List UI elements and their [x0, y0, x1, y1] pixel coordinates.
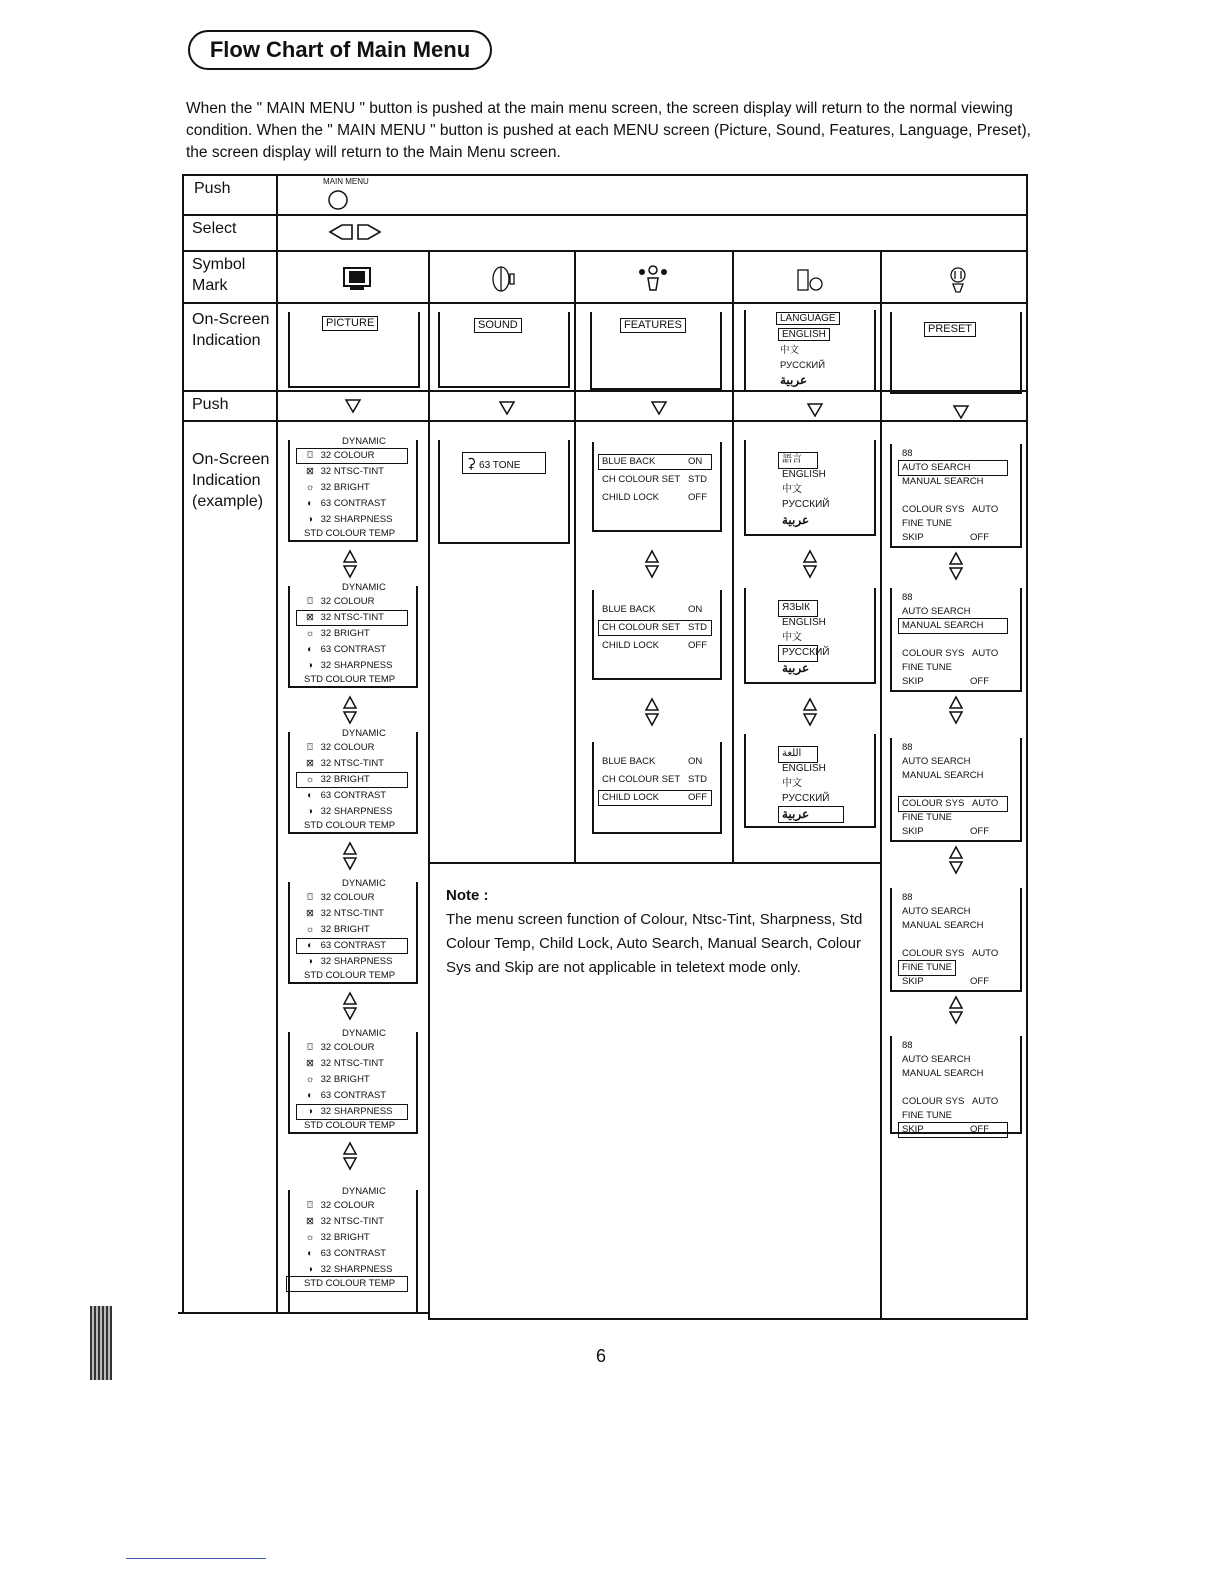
picture-item-label: 32 COLOUR [320, 450, 375, 461]
circle-button-icon [326, 188, 350, 212]
language-item: عربية [782, 807, 810, 821]
preset-item-label: FINE TUNE [902, 962, 952, 973]
picture-item: ⊠ 32 NTSC-TINT [306, 1216, 384, 1227]
selection-frame [296, 1104, 408, 1120]
language-item: РУССКИЙ [782, 647, 830, 658]
picture-item-label: 32 COLOUR [320, 1042, 375, 1053]
features-item-value: STD [688, 774, 707, 785]
features-item-label: BLUE BACK [602, 756, 656, 767]
up-down-arrows-icon [946, 550, 966, 585]
up-down-arrows-icon [340, 548, 360, 583]
picture-item: ⊠ 32 NTSC-TINT [306, 758, 384, 769]
picture-item: ⌼ 32 COLOUR [307, 1200, 375, 1211]
preset-icon [944, 264, 972, 296]
preset-item-label: COLOUR SYS [902, 948, 965, 959]
picture-item-label: 63 CONTRAST [320, 498, 387, 509]
picture-item: ◐ 63 CONTRAST [307, 1090, 387, 1101]
preset-item-label: FINE TUNE [902, 518, 952, 529]
features-item-label: CH COLOUR SET [602, 474, 681, 485]
picture-item-label: 32 SHARPNESS [320, 1106, 393, 1117]
picture-item: ⌼ 32 COLOUR [307, 892, 375, 903]
picture-item: ◑ 32 SHARPNESS [307, 1106, 393, 1117]
sound-tone-label: 63 TONE [479, 460, 521, 471]
down-arrow-icon [498, 400, 516, 416]
preset-item-label: AUTO SEARCH [902, 606, 971, 617]
selection-frame [898, 618, 1008, 634]
language-item: 語言 [782, 454, 802, 465]
preset-item-label: 88 [902, 448, 913, 459]
up-down-arrows-icon [642, 696, 662, 731]
selection-frame [296, 610, 408, 626]
picture-item-label: 32 SHARPNESS [320, 514, 393, 525]
preset-item-value: OFF [970, 1124, 989, 1135]
preset-item-label: MANUAL SEARCH [902, 920, 984, 931]
up-down-arrows-icon [800, 548, 820, 583]
preset-item-label: SKIP [902, 976, 924, 987]
picture-item-label: 63 CONTRAST [320, 644, 387, 655]
down-arrow-icon [650, 400, 668, 416]
picture-item-label: 32 SHARPNESS [320, 1264, 393, 1275]
picture-header: DYNAMIC [342, 878, 386, 889]
preset-item-label: SKIP [902, 826, 924, 837]
picture-item: ◐ 63 CONTRAST [307, 940, 387, 951]
preset-item-label: SKIP [902, 1124, 924, 1135]
language-item: РУССКИЙ [782, 793, 830, 804]
selection-frame [296, 448, 408, 464]
picture-item-label: 32 COLOUR [320, 1200, 375, 1211]
picture-item-label: 32 COLOUR [320, 742, 375, 753]
picture-item: ⌼ 32 COLOUR [307, 450, 375, 461]
main-menu-label: MAIN MENU [323, 177, 369, 186]
preset-item-label: MANUAL SEARCH [902, 476, 984, 487]
note-block [446, 884, 876, 980]
language-item: 中文 [782, 484, 802, 495]
row-label-onscreen-example: On-Screen Indication (example) [192, 451, 270, 510]
picture-item: ⊠ 32 NTSC-TINT [306, 908, 384, 919]
selection-frame [778, 600, 818, 617]
language-icon [794, 266, 826, 296]
picture-header: DYNAMIC [342, 1186, 386, 1197]
features-item-label: CH COLOUR SET [602, 774, 681, 785]
picture-footer: STD COLOUR TEMP [304, 820, 396, 831]
preset-item-label: AUTO SEARCH [902, 906, 971, 917]
up-down-arrows-icon [946, 694, 966, 729]
picture-item: ☼ 32 BRIGHT [305, 1074, 370, 1085]
preset-item-label: FINE TUNE [902, 1110, 952, 1121]
language-item: عربية [782, 513, 810, 527]
features-icon [636, 264, 670, 294]
features-item-value: STD [688, 474, 707, 485]
preset-item-label: COLOUR SYS [902, 504, 965, 515]
picture-item: ⌼ 32 COLOUR [307, 596, 375, 607]
preset-item-label: AUTO SEARCH [902, 756, 971, 767]
selection-frame [898, 1122, 1008, 1138]
picture-item: ⊠ 32 NTSC-TINT [306, 612, 384, 623]
picture-footer: STD COLOUR TEMP [304, 528, 396, 539]
picture-footer: STD COLOUR TEMP [304, 1278, 396, 1289]
preset-item-label: FINE TUNE [902, 812, 952, 823]
row-label-push2: Push [192, 396, 229, 413]
picture-item: ◑ 32 SHARPNESS [307, 660, 393, 671]
preset-item-value: AUTO [972, 948, 999, 959]
picture-item: ◑ 32 SHARPNESS [307, 956, 393, 967]
features-item-value: ON [688, 756, 703, 767]
preset-item-label: AUTO SEARCH [902, 1054, 971, 1065]
intro-paragraph: When the " MAIN MENU " button is pushed at the main menu screen, the screen display will return to the normal viewing condition. When the " MAIN MENU " button is pushed at each MENU screen (Picture, Sound, Features, Language, Preset), the screen display will return to the Main Menu screen. [186, 100, 1031, 161]
language-item: ENGLISH [782, 617, 826, 628]
picture-item-label: 32 NTSC-TINT [320, 908, 384, 919]
features-item-value: ON [688, 604, 703, 615]
preset-item-label: AUTO SEARCH [902, 462, 971, 473]
features-item-value: ON [688, 456, 703, 467]
selection-frame [296, 772, 408, 788]
selection-frame [598, 454, 712, 470]
preset-menu-label: PRESET [924, 322, 976, 337]
features-item-value: STD [688, 622, 707, 633]
picture-item-label: 32 NTSC-TINT [320, 758, 384, 769]
language-item: اللغة [782, 748, 802, 759]
selection-frame [898, 960, 956, 976]
picture-menu-label: PICTURE [322, 316, 378, 331]
features-item-label: CH COLOUR SET [602, 622, 681, 633]
picture-item: ◐ 63 CONTRAST [307, 790, 387, 801]
language-item: ENGLISH [782, 469, 826, 480]
features-item-value: OFF [688, 492, 707, 503]
language-item: عربية [782, 661, 810, 675]
picture-item-label: 32 BRIGHT [320, 924, 370, 935]
picture-item: ⊠ 32 NTSC-TINT [306, 1058, 384, 1069]
picture-item-label: 32 BRIGHT [320, 482, 370, 493]
language-english: ENGLISH [778, 328, 830, 341]
picture-header: DYNAMIC [342, 728, 386, 739]
picture-item-label: 63 CONTRAST [320, 1248, 387, 1259]
sound-icon [488, 264, 518, 294]
features-item-label: CHILD LOCK [602, 640, 660, 651]
picture-item: ◐ 63 CONTRAST [307, 1248, 387, 1259]
preset-item-label: COLOUR SYS [902, 648, 965, 659]
preset-item-label: 88 [902, 892, 913, 903]
picture-header: DYNAMIC [342, 436, 386, 447]
language-item: ЯЗЫК [782, 602, 810, 613]
down-arrow-icon [806, 402, 824, 418]
up-down-arrows-icon [340, 694, 360, 729]
row-label-onscreen: On-Screen Indication [192, 311, 270, 349]
row-label-select: Select [192, 220, 237, 237]
up-down-arrows-icon [946, 994, 966, 1029]
picture-item-label: 32 BRIGHT [320, 774, 370, 785]
picture-footer: STD COLOUR TEMP [304, 970, 396, 981]
language-chinese: 中文 [780, 345, 800, 356]
preset-item-label: 88 [902, 592, 913, 603]
preset-item-value: OFF [970, 976, 989, 987]
up-down-arrows-icon [340, 1140, 360, 1175]
picture-item: ◑ 32 SHARPNESS [307, 1264, 393, 1275]
selection-frame [286, 1276, 408, 1292]
picture-item: ☼ 32 BRIGHT [305, 1232, 370, 1243]
features-item-value: OFF [688, 792, 707, 803]
up-down-arrows-icon [340, 840, 360, 875]
picture-item-label: 32 BRIGHT [320, 628, 370, 639]
picture-item: ☼ 32 BRIGHT [305, 774, 370, 785]
preset-item-label: MANUAL SEARCH [902, 620, 984, 631]
picture-item: ◐ 63 CONTRAST [307, 498, 387, 509]
preset-item-value: OFF [970, 532, 989, 543]
features-item-label: CHILD LOCK [602, 492, 660, 503]
preset-item-label: FINE TUNE [902, 662, 952, 673]
row-label-symbol: Symbol Mark [192, 256, 246, 294]
footer-rule [126, 1558, 266, 1559]
preset-item-label: MANUAL SEARCH [902, 1068, 984, 1079]
page-number: 6 [596, 1346, 607, 1366]
preset-item-label: SKIP [902, 532, 924, 543]
features-item-label: BLUE BACK [602, 456, 656, 467]
preset-item-value: AUTO [972, 504, 999, 515]
preset-item-label: MANUAL SEARCH [902, 770, 984, 781]
up-down-arrows-icon [340, 990, 360, 1025]
picture-item-label: 32 BRIGHT [320, 1232, 370, 1243]
preset-item-value: OFF [970, 826, 989, 837]
preset-item-value: AUTO [972, 1096, 999, 1107]
up-down-arrows-icon [800, 696, 820, 731]
features-item-label: BLUE BACK [602, 604, 656, 615]
features-item-label: CHILD LOCK [602, 792, 660, 803]
down-arrow-icon [344, 398, 362, 414]
picture-item-label: 32 NTSC-TINT [320, 612, 384, 623]
note-heading: Note : [446, 887, 489, 904]
preset-item-label: 88 [902, 1040, 913, 1051]
selection-frame [778, 746, 818, 763]
language-item: 中文 [782, 778, 802, 789]
language-item: РУССКИЙ [782, 499, 830, 510]
picture-item-label: 32 SHARPNESS [320, 956, 393, 967]
selection-frame [898, 460, 1008, 476]
language-arabic: عربية [780, 373, 808, 387]
picture-icon [342, 266, 372, 292]
selection-frame [778, 452, 818, 469]
selection-frame [778, 806, 844, 823]
selection-frame [598, 790, 712, 806]
sound-menu-label: SOUND [474, 318, 522, 333]
note-text: The menu screen function of Colour, Ntsc-Tint, Sharpness, Std Colour Temp, Child Lock, Auto Search, Manual Search, Colour Sys and Skip are not applicable in teletext mode only. [446, 911, 863, 976]
up-down-arrows-icon [946, 844, 966, 879]
picture-item: ◑ 32 SHARPNESS [307, 806, 393, 817]
picture-footer: STD COLOUR TEMP [304, 1120, 396, 1131]
picture-item: ☼ 32 BRIGHT [305, 924, 370, 935]
picture-item-label: 32 SHARPNESS [320, 660, 393, 671]
picture-item-label: 32 COLOUR [320, 596, 375, 607]
preset-item-label: SKIP [902, 676, 924, 687]
selection-frame [778, 645, 818, 662]
picture-item: ⊠ 32 NTSC-TINT [306, 466, 384, 477]
scan-artifact [90, 1306, 112, 1380]
picture-item-label: 63 CONTRAST [320, 940, 387, 951]
language-item: 中文 [782, 632, 802, 643]
picture-item: ☼ 32 BRIGHT [305, 628, 370, 639]
preset-item-label: COLOUR SYS [902, 798, 965, 809]
picture-item: ☼ 32 BRIGHT [305, 482, 370, 493]
selection-frame [598, 620, 712, 636]
picture-item-label: 32 COLOUR [320, 892, 375, 903]
features-item-value: OFF [688, 640, 707, 651]
picture-item-label: 32 NTSC-TINT [320, 1058, 384, 1069]
picture-item-label: 32 SHARPNESS [320, 806, 393, 817]
picture-item: ◐ 63 CONTRAST [307, 644, 387, 655]
language-menu-label: LANGUAGE [776, 312, 840, 325]
picture-item-label: 32 NTSC-TINT [320, 1216, 384, 1227]
sound-tone-item: ⚳ 63 TONE [462, 452, 546, 474]
preset-item-value: AUTO [972, 798, 999, 809]
picture-item-label: 63 CONTRAST [320, 1090, 387, 1101]
preset-item-value: AUTO [972, 648, 999, 659]
up-down-arrows-icon [642, 548, 662, 583]
picture-item: ⌼ 32 COLOUR [307, 742, 375, 753]
selection-frame [898, 796, 1008, 812]
preset-item-value: OFF [970, 676, 989, 687]
row-label-push: Push [194, 180, 231, 197]
language-russian: РУССКИЙ [780, 360, 826, 371]
picture-item-label: 32 BRIGHT [320, 1074, 370, 1085]
page-title: Flow Chart of Main Menu [188, 30, 492, 70]
picture-header: DYNAMIC [342, 582, 386, 593]
picture-header: DYNAMIC [342, 1028, 386, 1039]
language-item: ENGLISH [782, 763, 826, 774]
picture-item: ◑ 32 SHARPNESS [307, 514, 393, 525]
selection-frame [296, 938, 408, 954]
preset-item-label: COLOUR SYS [902, 1096, 965, 1107]
picture-item-label: 32 NTSC-TINT [320, 466, 384, 477]
picture-item: ⌼ 32 COLOUR [307, 1042, 375, 1053]
features-menu-label: FEATURES [620, 318, 686, 333]
picture-footer: STD COLOUR TEMP [304, 674, 396, 685]
left-right-arrows-icon [326, 222, 384, 242]
preset-item-label: 88 [902, 742, 913, 753]
down-arrow-icon [952, 404, 970, 420]
picture-item-label: 63 CONTRAST [320, 790, 387, 801]
